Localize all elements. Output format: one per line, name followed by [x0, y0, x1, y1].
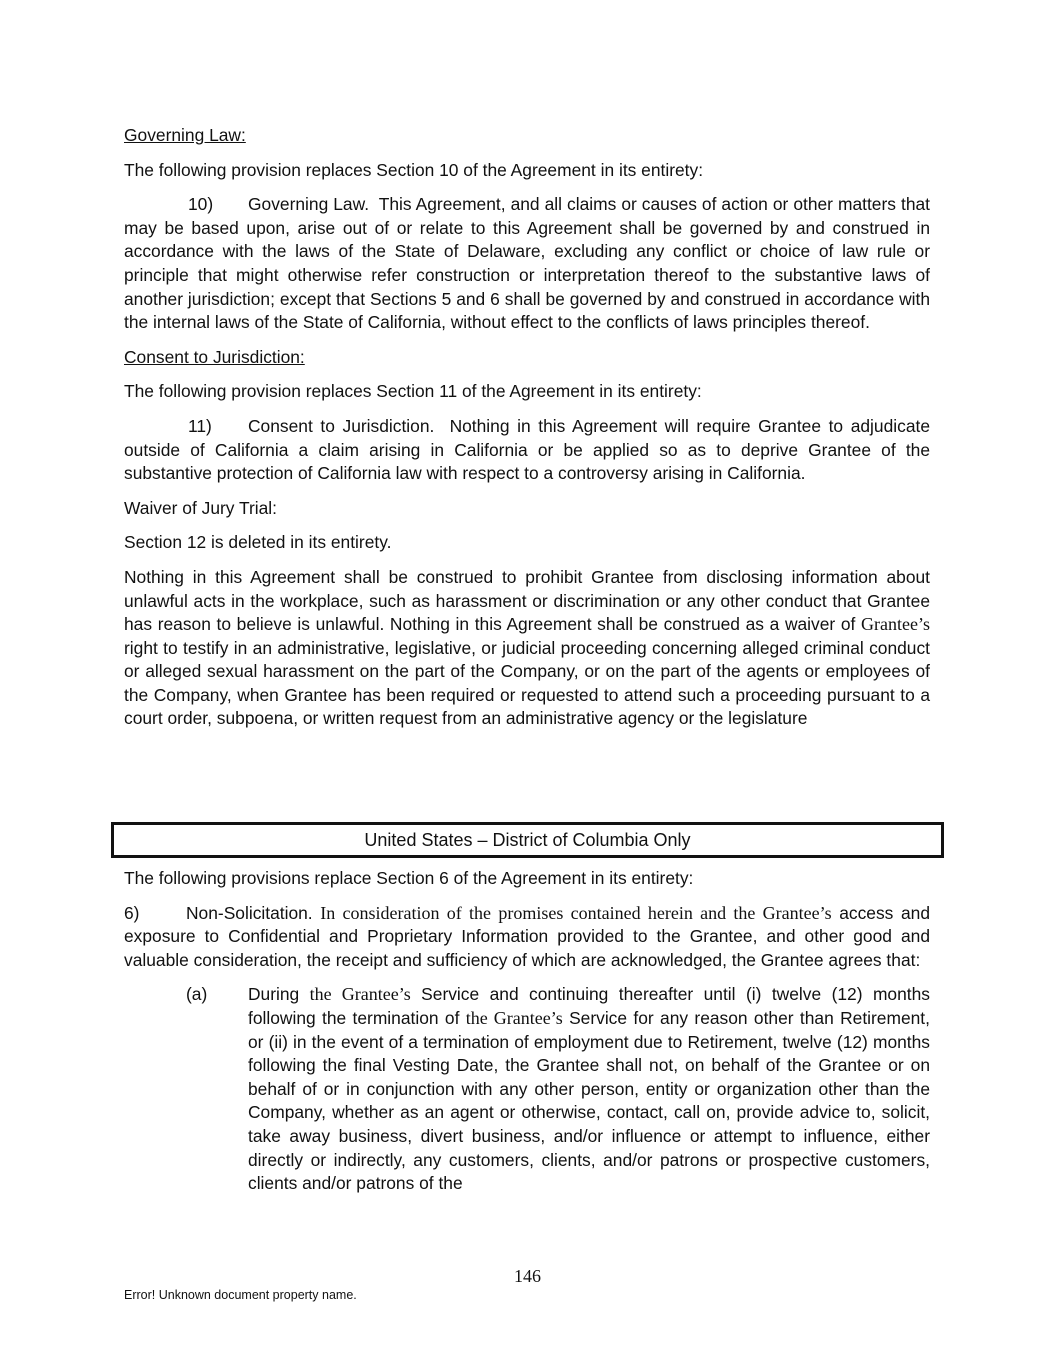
non-solicitation-clause [124, 902, 930, 973]
clause-title: Non-Solicitation. [186, 902, 313, 923]
footer-error-note: Error! Unknown document property name. [124, 1288, 357, 1302]
clause-body: This Agreement, and all claims or causes of action or other matters that may be based upon, arise out of or relate to this Agreement shall be governed by and construed in accordance with the laws of the State of Delaware, excluding any conflict or choice of law rule or principle that might otherwise refer construction or interpretation thereof to the substantive laws of another jurisdiction; except that Sections 5 and 6 shall be governed by and construed in accordance with the internal laws of the State of California, without effect to the conflicts of laws principles thereof. [124, 194, 930, 333]
section-12-deleted: Section 12 is deleted in its entirety. [124, 532, 392, 553]
list-text: Service for any reason other than Retirement, or (ii) in the event of a termination of employment due to Retirement, twelve (12) months following the final Vesting Date, the Grantee shall not, on behalf of the Grantee or on behalf of or in conjunction with any other person, entity or organization other than the Company, whether as an agent or otherwise, contact, call on, provide advice to, solicit, take away business, divert business, and/or influence or attempt to influence, either directly or indirectly, any customers, clients, and/or patrons or prospective customers, clients and/or patrons of the [248, 1007, 930, 1194]
governing-law-clause [124, 193, 930, 335]
list-marker: (a) [186, 984, 208, 1005]
lower-content [124, 867, 930, 1196]
list-text-serif: the Grantee’s [309, 984, 411, 1005]
consent-jurisdiction-intro: The following provision replaces Section 11 of the Agreement in its entirety: [124, 381, 702, 402]
consent-jurisdiction-clause [124, 415, 930, 486]
clause-body: access and exposure to Confidential and Proprietary Information provided to the Grantee, and other good and valuable consideration, the receipt and sufficiency of which are acknowledged, the Grantee agrees that: [124, 902, 930, 970]
consent-jurisdiction-heading: Consent to Jurisdiction: [124, 346, 305, 367]
upper-content [124, 124, 930, 742]
clause-serif-text: In consideration of the promises contained herein and the Grantee’s [320, 902, 832, 923]
list-item-a [186, 983, 930, 1195]
whistleblower-paragraph [124, 566, 930, 731]
clause-title: Governing Law. [248, 194, 370, 215]
list-text-serif: the Grantee’s [465, 1007, 563, 1028]
paragraph-text: right to testify in an administrative, legislative, or judicial proceeding concerning alleged criminal conduct or alleged sexual harassment on the part of the Company, or on the part of the agents or employees of the Company, when Grantee has been required or requested to attend such a proceeding pursuant to a court order, subpoena, or written request from an administrative agency or the legislature [124, 637, 930, 729]
jury-trial-heading: Waiver of Jury Trial: [124, 497, 277, 518]
clause-title: Consent to Jurisdiction. [248, 415, 435, 436]
clause-number: 10) [188, 194, 214, 215]
clause-number: 11) [188, 415, 212, 436]
district-of-columbia-box: United States – District of Columbia Only [111, 822, 944, 858]
governing-law-intro: The following provision replaces Section 10 of the Agreement in its entirety: [124, 159, 704, 180]
paragraph-text-serif: Grantee’s [861, 614, 930, 635]
governing-law-heading: Governing Law: [124, 125, 246, 145]
clause-body: Nothing in this Agreement will require Grantee to adjudicate outside of California a claim arising in California or be applied so as to deprive Grantee of the substantive protection of California law with respect to a controversy arising in California. [124, 415, 931, 484]
list-text: During [248, 984, 300, 1005]
clause-number: 6) [124, 902, 140, 923]
list-text: Service and continuing thereafter until (i) twelve (12) months following the termination of [248, 984, 930, 1028]
page-number: 146 [514, 1266, 541, 1286]
dc-intro: The following provisions replace Section 6 of the Agreement in its entirety: [124, 868, 694, 888]
paragraph-text: Nothing in this Agreement shall be construed to prohibit Grantee from disclosing information about unlawful acts in the workplace, such as harassment or discrimination or any other conduct that Grantee has reason to believe is unlawful. Nothing in this Agreement shall be construed as a waiver of [124, 566, 930, 635]
